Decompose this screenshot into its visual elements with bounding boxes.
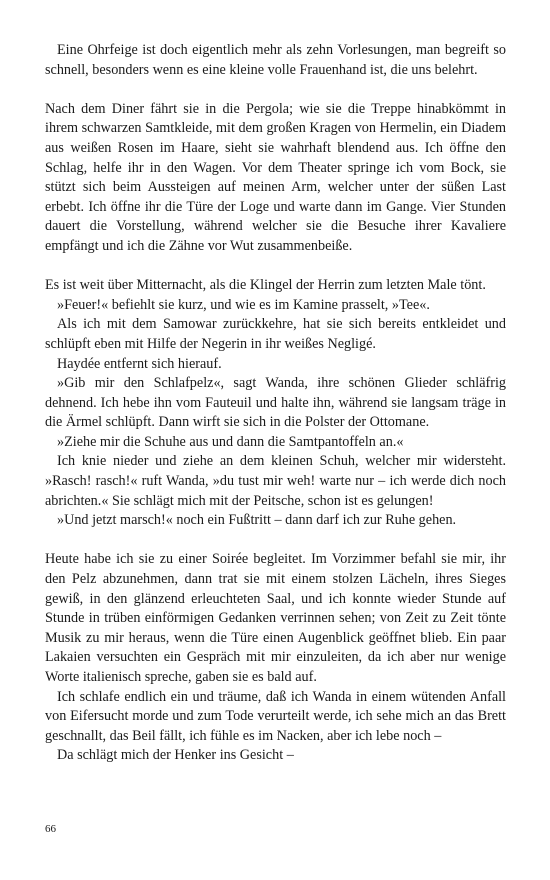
- paragraph: Eine Ohrfeige ist doch eigentlich mehr als zehn Vorlesungen, man begreift so schnell, besonders wenn es eine kleine volle Frauenhand ist, die uns belehrt.: [45, 42, 506, 78]
- paragraph: Es ist weit über Mitternacht, als die Klingel der Herrin zum letzten Male tönt.: [45, 277, 486, 294]
- paragraph: »Feuer!« befiehlt sie kurz, und wie es im Kamine prasselt, »Tee«.: [57, 296, 430, 313]
- page-number: 66: [45, 823, 56, 835]
- page-body: [45, 41, 506, 766]
- paragraph: Heute habe ich sie zu einer Soirée begleitet. Im Vorzimmer befahl sie mir, ihr den Pelz abzunehmen, dann trat sie mit einem stolzen Lächeln, ihres Sieges gewiß, in den glänzend erleuchteten Saal, und ich konnte wieder Stunde auf Stunde in trüben einförmigen Gedanken verrinnen sehen; von Zeit zu Zeit tönte Musik zu mir heraus, wenn die Türe einen Augenblick geöffnet blieb. Ein paar Lakaien versuchten ein Gespräch mit mir einzuleiten, da ich aber nur wenige Worte italienisch spreche, gaben sie es bald auf.: [45, 551, 506, 685]
- paragraph: Als ich mit dem Samowar zurückkehre, hat sie sich bereits entkleidet und schlüpft eben mit Hilfe der Negerin in ihr weißes Negligé.: [45, 316, 506, 352]
- paragraph: »Und jetzt marsch!« noch ein Fußtritt – dann darf ich zur Ruhe gehen.: [57, 512, 457, 529]
- paragraph: Haydée entfernt sich hierauf.: [57, 355, 222, 372]
- paragraph: »Gib mir den Schlafpelz«, sagt Wanda, ihre schönen Glieder schläfrig dehnend. Ich hebe ihn vom Fauteuil und halte ihn, während sie langsam träge in die Ärmel schlüpft. Dann wirft sie sich in die Polster der Ottomane.: [45, 375, 506, 431]
- paragraph: Ich knie nieder und ziehe an dem kleinen Schuh, welcher mir widersteht. »Rasch! rasch!« ruft Wanda, »du tust mir weh! warte nur – ich werde dich noch abrichten.« Sie schlägt mich mit der Peitsche, schon ist es gelungen!: [45, 453, 506, 509]
- paragraph: Ich schlafe endlich ein und träume, daß ich Wanda in einem wütenden Anfall von Eifersucht morde und zum Tode verurteilt werde, ich sehe mich an das Brett geschnallt, das Beil fällt, ich fühle es im Nacken, aber ich lebe noch –: [45, 688, 506, 744]
- paragraph: Da schlägt mich der Henker ins Gesicht –: [57, 747, 294, 764]
- paragraph: Nach dem Diner fährt sie in die Pergola; wie sie die Treppe hinabkömmt in ihrem schwarzen Samtkleide, mit dem großen Kragen von Hermelin, ein Diadem aus weißen Rosen im Haare, sieht sie wahrhaft blendend aus. Ich öffne den Schlag, helfe ihr in den Wagen. Vor dem Theater springe ich vom Bock, sie stützt sich beim Aussteigen auf meinen Arm, welcher unter der süßen Last erbebt. Ich öffne ihr die Türe der Loge und warte dann im Gange. Vier Stunden dauert die Vorstellung, während welcher sie die Besuche ihrer Kavaliere empfängt und ich die Zähne vor Wut zusammenbeiße.: [45, 100, 506, 254]
- paragraph: »Ziehe mir die Schuhe aus und dann die Samtpantoffeln an.«: [57, 433, 404, 450]
